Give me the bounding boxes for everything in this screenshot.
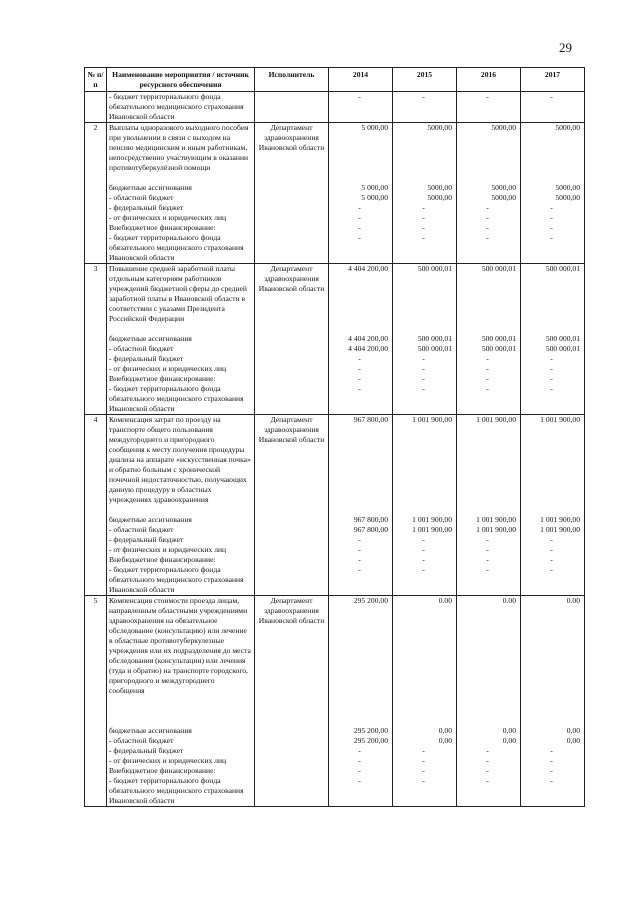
row-name: - областной бюджет: [107, 193, 255, 203]
value-2014: -: [329, 545, 393, 555]
table-row: [85, 364, 585, 374]
row-name: - бюджет территориального фонда обязательного медицинского страхования Ивановской области: [107, 92, 255, 123]
value-2017: 1 001 900,00: [521, 415, 585, 516]
row-number: [85, 756, 107, 766]
table-row: [85, 233, 585, 264]
value-2014: 967 800,00: [329, 415, 393, 516]
row-name: - бюджет территориального фонда обязательного медицинского страхования Ивановской области: [107, 565, 255, 596]
header-name: Наименование мероприятия / источник ресурсного обеспечения: [107, 68, 255, 92]
value-2015: -: [393, 545, 457, 555]
value-2014: -: [329, 92, 393, 123]
value-2015: -: [393, 776, 457, 807]
value-2017: 0,00: [521, 726, 585, 736]
row-executor: [255, 193, 329, 203]
row-name: Внебюджетное финансирование:: [107, 555, 255, 565]
value-2017: -: [521, 756, 585, 766]
value-2017: -: [521, 354, 585, 364]
row-number: 5: [85, 596, 107, 727]
row-name: - от физических и юридических лиц: [107, 545, 255, 555]
row-name: Внебюджетное финансирование:: [107, 374, 255, 384]
row-name: Внебюджетное финансирование:: [107, 223, 255, 233]
row-name: Повышение средней заработной платы отдельным категориям работников учреждений бюджетной сферы до средней заработной платы в Ивановской области в соответствии с указами Президента Российской Федерации: [107, 264, 255, 335]
value-2017: -: [521, 223, 585, 233]
value-2014: -: [329, 756, 393, 766]
row-executor: Департамент здравоохранения Ивановской области: [255, 415, 329, 516]
row-executor: [255, 92, 329, 123]
value-2016: -: [457, 746, 521, 756]
value-2015: 1 001 900,00: [393, 415, 457, 516]
value-2016: -: [457, 565, 521, 596]
value-2015: -: [393, 233, 457, 264]
value-2017: 500 000,01: [521, 334, 585, 344]
value-2014: -: [329, 213, 393, 223]
row-executor: [255, 374, 329, 384]
value-2014: 5 000,00: [329, 193, 393, 203]
value-2014: 4 404 200,00: [329, 334, 393, 344]
value-2015: -: [393, 354, 457, 364]
row-number: [85, 193, 107, 203]
value-2017: 0,00: [521, 736, 585, 746]
value-2017: -: [521, 384, 585, 415]
header-row: [85, 68, 585, 92]
row-number: [85, 354, 107, 364]
row-number: 3: [85, 264, 107, 335]
value-2015: 5000,00: [393, 193, 457, 203]
row-name: - федеральный бюджет: [107, 535, 255, 545]
table-row: [85, 264, 585, 335]
value-2016: 1 001 900,00: [457, 415, 521, 516]
value-2016: 0,00: [457, 736, 521, 746]
value-2015: 1 001 900,00: [393, 525, 457, 535]
value-2014: -: [329, 364, 393, 374]
header-year-2017: 2017: [521, 68, 585, 92]
row-name: - бюджет территориального фонда обязательного медицинского страхования Ивановской области: [107, 776, 255, 807]
row-name: - бюджет территориального фонда обязательного медицинского страхования Ивановской области: [107, 384, 255, 415]
row-executor: Департамент здравоохранения Ивановской области: [255, 123, 329, 184]
value-2014: -: [329, 555, 393, 565]
value-2017: 0.00: [521, 596, 585, 727]
value-2017: 5000,00: [521, 183, 585, 193]
table-row: [85, 555, 585, 565]
value-2015: 500 000,01: [393, 264, 457, 335]
row-executor: [255, 515, 329, 525]
value-2017: -: [521, 203, 585, 213]
value-2014: 295 200,00: [329, 726, 393, 736]
table-row: [85, 223, 585, 233]
row-number: [85, 515, 107, 525]
header-year-2016: 2016: [457, 68, 521, 92]
table-row: [85, 344, 585, 354]
row-executor: [255, 746, 329, 756]
budget-table: [84, 67, 585, 807]
value-2016: -: [457, 384, 521, 415]
value-2016: -: [457, 92, 521, 123]
value-2017: -: [521, 545, 585, 555]
value-2015: -: [393, 92, 457, 123]
row-name: - от физических и юридических лиц: [107, 756, 255, 766]
value-2016: -: [457, 766, 521, 776]
row-number: [85, 545, 107, 555]
value-2015: -: [393, 756, 457, 766]
value-2017: 5000,00: [521, 123, 585, 184]
value-2015: -: [393, 766, 457, 776]
value-2015: -: [393, 746, 457, 756]
row-executor: [255, 354, 329, 364]
value-2016: -: [457, 233, 521, 264]
value-2014: 5 000,00: [329, 123, 393, 184]
value-2015: -: [393, 384, 457, 415]
row-executor: [255, 525, 329, 535]
value-2014: -: [329, 746, 393, 756]
table-row: [85, 535, 585, 545]
row-executor: [255, 555, 329, 565]
value-2014: -: [329, 233, 393, 264]
value-2016: 5000,00: [457, 183, 521, 193]
value-2017: -: [521, 233, 585, 264]
value-2014: 967 800,00: [329, 515, 393, 525]
value-2016: -: [457, 364, 521, 374]
table-row: [85, 776, 585, 807]
table-body: [85, 92, 585, 807]
table-row: [85, 123, 585, 184]
value-2016: 0,00: [457, 726, 521, 736]
value-2017: 5000,00: [521, 193, 585, 203]
value-2014: 4 404 200,00: [329, 344, 393, 354]
row-number: 4: [85, 415, 107, 516]
value-2016: -: [457, 223, 521, 233]
row-name: бюджетные ассигнования: [107, 334, 255, 344]
value-2015: -: [393, 223, 457, 233]
value-2015: -: [393, 374, 457, 384]
row-number: [85, 344, 107, 354]
row-name: - федеральный бюджет: [107, 203, 255, 213]
value-2016: -: [457, 545, 521, 555]
table-row: [85, 596, 585, 727]
value-2016: 5000,00: [457, 123, 521, 184]
value-2017: -: [521, 374, 585, 384]
table-row: [85, 726, 585, 736]
value-2016: 1 001 900,00: [457, 525, 521, 535]
value-2014: 295 200,00: [329, 596, 393, 727]
header-year-2014: 2014: [329, 68, 393, 92]
table-row: [85, 415, 585, 516]
row-executor: [255, 565, 329, 596]
row-number: [85, 203, 107, 213]
value-2017: -: [521, 213, 585, 223]
value-2016: -: [457, 776, 521, 807]
row-number: [85, 374, 107, 384]
row-number: [85, 746, 107, 756]
row-executor: Департамент здравоохранения Ивановской области: [255, 596, 329, 727]
value-2016: 1 001 900,00: [457, 515, 521, 525]
table-row: [85, 92, 585, 123]
row-executor: [255, 233, 329, 264]
row-executor: [255, 756, 329, 766]
row-executor: [255, 334, 329, 344]
value-2015: 500 000,01: [393, 344, 457, 354]
value-2015: 5000,00: [393, 123, 457, 184]
value-2017: 1 001 900,00: [521, 515, 585, 525]
value-2015: 0.00: [393, 596, 457, 727]
row-number: [85, 92, 107, 123]
row-name: - бюджет территориального фонда обязательного медицинского страхования Ивановской области: [107, 233, 255, 264]
row-name: - областной бюджет: [107, 736, 255, 746]
value-2015: -: [393, 535, 457, 545]
row-number: [85, 736, 107, 746]
value-2017: -: [521, 555, 585, 565]
table-header: [85, 68, 585, 92]
row-name: - областной бюджет: [107, 525, 255, 535]
row-number: [85, 565, 107, 596]
header-num: № п/п: [85, 68, 107, 92]
row-name: - от физических и юридических лиц: [107, 213, 255, 223]
row-executor: Департамент здравоохранения Ивановской области: [255, 264, 329, 335]
value-2016: -: [457, 756, 521, 766]
value-2015: -: [393, 565, 457, 596]
value-2015: 5000,00: [393, 183, 457, 193]
table-row: [85, 515, 585, 525]
row-executor: [255, 776, 329, 807]
row-executor: [255, 213, 329, 223]
table-row: [85, 374, 585, 384]
row-name: бюджетные ассигнования: [107, 515, 255, 525]
value-2015: -: [393, 364, 457, 374]
row-number: [85, 555, 107, 565]
row-number: [85, 334, 107, 344]
row-name: - от физических и юридических лиц: [107, 364, 255, 374]
table-row: [85, 384, 585, 415]
value-2014: -: [329, 203, 393, 213]
value-2017: -: [521, 746, 585, 756]
value-2015: -: [393, 203, 457, 213]
table-row: [85, 213, 585, 223]
row-number: [85, 535, 107, 545]
value-2016: 500 000,01: [457, 334, 521, 344]
row-name: бюджетные ассигнования: [107, 183, 255, 193]
row-name: Компенсация затрат по проезду на транспорте общего пользования междугороднего и пригородного сообщения к месту получения процедуры диализа на аппарате «искусственная почка» и обратно больным с хронической почечной недостаточностью, получающих данную процедуру в областных учреждениях здравоохранения: [107, 415, 255, 516]
row-name: Компенсация стоимости проезда лицам, направленным областными учреждениями здравоохранения на обязательное обследование (консультацию) или лечение в областные противотуберкулезные учреждения или их подразделения до места обследования (консультации) или лечения (туда и обратно) на транспорте городского, пригородного и междугороднего сообщения: [107, 596, 255, 727]
table-row: [85, 193, 585, 203]
row-name: Внебюджетное финансирование:: [107, 766, 255, 776]
value-2014: -: [329, 384, 393, 415]
value-2016: 0.00: [457, 596, 521, 727]
value-2014: 4 404 200,00: [329, 264, 393, 335]
row-number: [85, 525, 107, 535]
row-number: [85, 766, 107, 776]
value-2016: -: [457, 203, 521, 213]
value-2015: -: [393, 555, 457, 565]
value-2017: -: [521, 535, 585, 545]
value-2017: 500 000,01: [521, 344, 585, 354]
value-2016: 500 000,01: [457, 264, 521, 335]
value-2016: 500 000,01: [457, 344, 521, 354]
row-number: [85, 183, 107, 193]
row-number: [85, 776, 107, 807]
value-2014: -: [329, 374, 393, 384]
table-row: [85, 766, 585, 776]
value-2014: 295 200,00: [329, 736, 393, 746]
value-2017: -: [521, 776, 585, 807]
value-2016: -: [457, 354, 521, 364]
header-executor: Исполнитель: [255, 68, 329, 92]
value-2015: 0,00: [393, 736, 457, 746]
value-2017: -: [521, 92, 585, 123]
row-name: Выплаты одноразового выходного пособия при увольнении в связи с выходом на пенсию медицинским и иным работникам, непосредственно участвующим в оказании противотуберкулёзной помощи: [107, 123, 255, 184]
value-2016: 5000,00: [457, 193, 521, 203]
value-2017: 1 001 900,00: [521, 525, 585, 535]
row-name: - федеральный бюджет: [107, 354, 255, 364]
value-2016: -: [457, 555, 521, 565]
row-number: [85, 213, 107, 223]
value-2014: 967 800,00: [329, 525, 393, 535]
row-executor: [255, 736, 329, 746]
row-executor: [255, 344, 329, 354]
value-2014: -: [329, 565, 393, 596]
row-number: 2: [85, 123, 107, 184]
row-number: [85, 364, 107, 374]
row-executor: [255, 183, 329, 193]
value-2016: -: [457, 535, 521, 545]
row-name: - областной бюджет: [107, 344, 255, 354]
table-row: [85, 756, 585, 766]
value-2014: -: [329, 766, 393, 776]
row-executor: [255, 766, 329, 776]
value-2015: 1 001 900,00: [393, 515, 457, 525]
value-2015: 500 000,01: [393, 334, 457, 344]
table-row: [85, 545, 585, 555]
value-2014: -: [329, 354, 393, 364]
table-row: [85, 746, 585, 756]
value-2017: -: [521, 364, 585, 374]
row-executor: [255, 384, 329, 415]
value-2015: 0,00: [393, 726, 457, 736]
row-name: бюджетные ассигнования: [107, 726, 255, 736]
row-number: [85, 384, 107, 415]
row-executor: [255, 545, 329, 555]
table-row: [85, 736, 585, 746]
row-executor: [255, 726, 329, 736]
value-2014: 5 000,00: [329, 183, 393, 193]
value-2014: -: [329, 776, 393, 807]
value-2016: -: [457, 374, 521, 384]
table-row: [85, 525, 585, 535]
header-year-2015: 2015: [393, 68, 457, 92]
row-executor: [255, 364, 329, 374]
table-row: [85, 183, 585, 193]
budget-table-container: [84, 67, 584, 807]
value-2017: -: [521, 565, 585, 596]
row-number: [85, 223, 107, 233]
table-row: [85, 203, 585, 213]
row-executor: [255, 223, 329, 233]
value-2016: -: [457, 213, 521, 223]
row-number: [85, 233, 107, 264]
value-2015: -: [393, 213, 457, 223]
row-name: - федеральный бюджет: [107, 746, 255, 756]
table-row: [85, 565, 585, 596]
row-number: [85, 726, 107, 736]
row-executor: [255, 535, 329, 545]
page-number: 29: [559, 40, 572, 55]
value-2017: 500 000,01: [521, 264, 585, 335]
value-2014: -: [329, 223, 393, 233]
row-executor: [255, 203, 329, 213]
value-2014: -: [329, 535, 393, 545]
table-row: [85, 334, 585, 344]
value-2017: -: [521, 766, 585, 776]
table-row: [85, 354, 585, 364]
